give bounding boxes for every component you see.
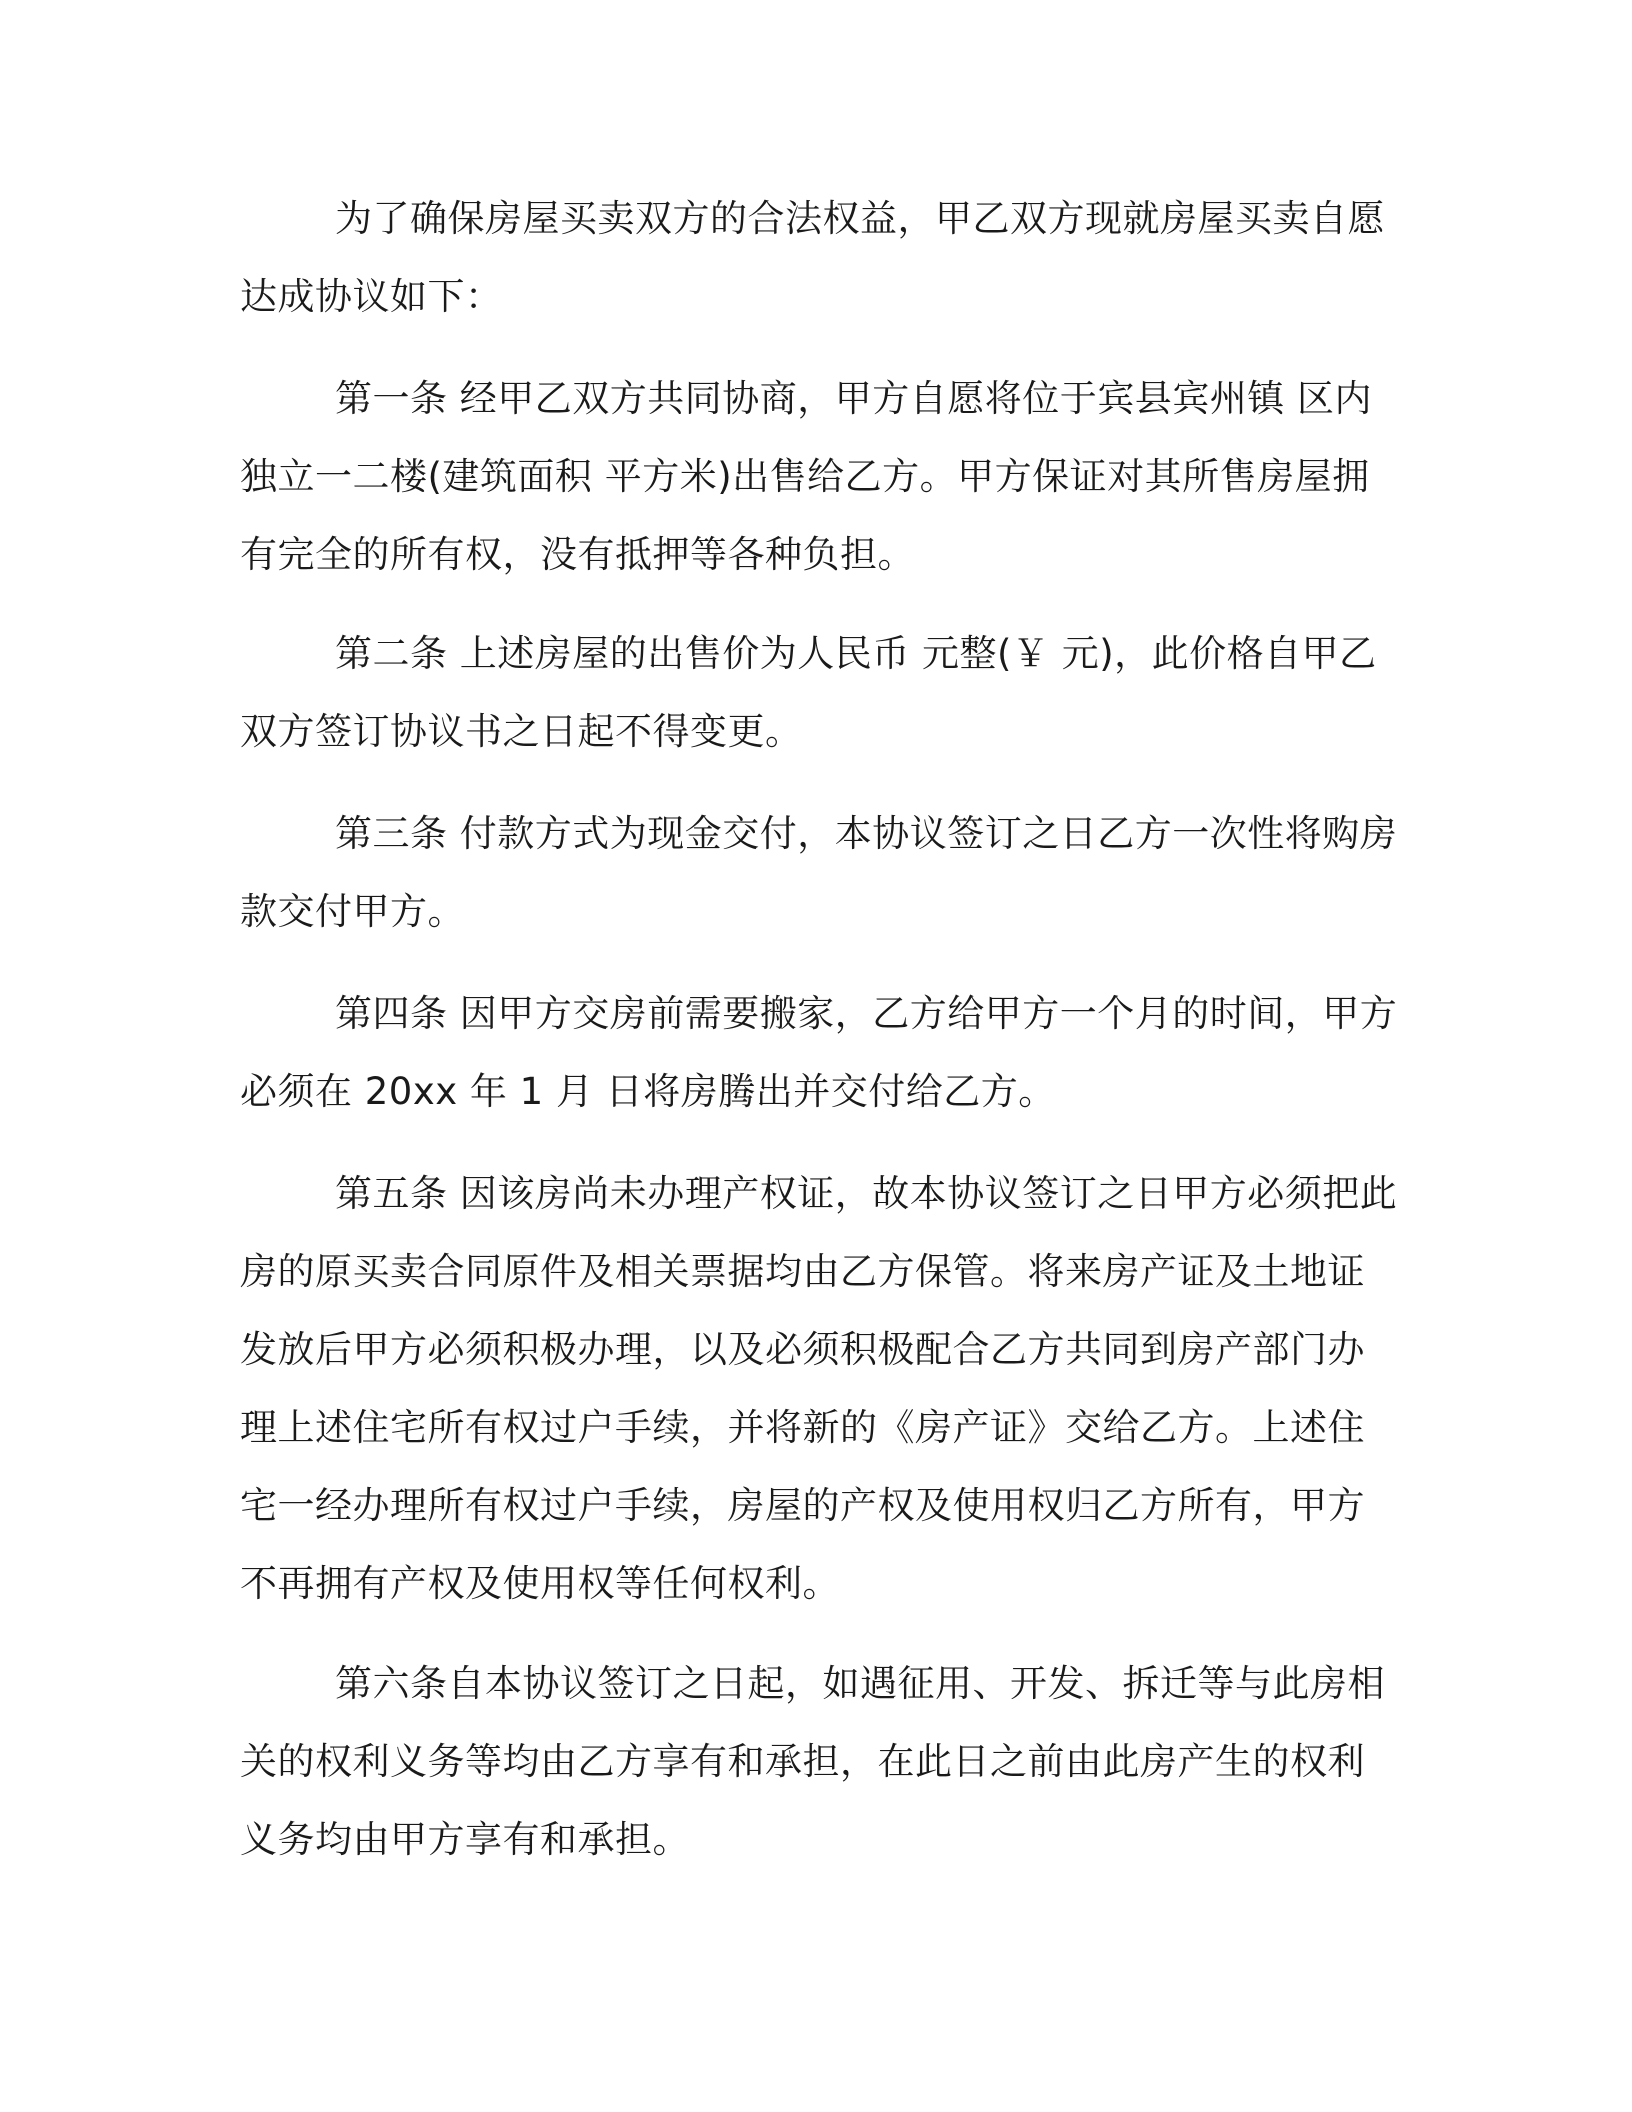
paragraph-line: 有完全的所有权，没有抵押等各种负担。: [240, 533, 915, 576]
article-4-paragraph: [240, 975, 1398, 1131]
paragraph-line: 必须在 20xx 年 1 月 日将房腾出并交付给乙方。: [240, 1070, 1056, 1113]
paragraph-line: 为了确保房屋买卖双方的合法权益，甲乙双方现就房屋买卖自愿: [335, 197, 1385, 240]
paragraph-line: 第二条 上述房屋的出售价为人民币 元整(￥ 元)，此价格自甲乙: [335, 632, 1377, 675]
paragraph-line: 双方签订协议书之日起不得变更。: [240, 710, 803, 753]
paragraph-line: 关的权利义务等均由乙方享有和承担，在此日之前由此房产生的权利: [240, 1740, 1365, 1783]
paragraph-line: 第一条 经甲乙双方共同协商，甲方自愿将位于宾县宾州镇 区内: [335, 377, 1373, 420]
article-2-paragraph: [240, 615, 1390, 771]
paragraph-line: 宅一经办理所有权过户手续，房屋的产权及使用权归乙方所有，甲方: [240, 1484, 1365, 1527]
paragraph-line: 房的原买卖合同原件及相关票据均由乙方保管。将来房产证及土地证: [240, 1250, 1365, 1293]
paragraph-line: 第四条 因甲方交房前需要搬家，乙方给甲方一个月的时间，甲方: [335, 992, 1398, 1035]
article-6-paragraph: [240, 1645, 1390, 1879]
paragraph-line: 达成协议如下：: [240, 275, 503, 318]
paragraph-line: 第三条 付款方式为现金交付，本协议签订之日乙方一次性将购房: [335, 812, 1398, 855]
paragraph-line: 发放后甲方必须积极办理，以及必须积极配合乙方共同到房产部门办: [240, 1328, 1365, 1371]
article-5-paragraph: [240, 1155, 1398, 1623]
paragraph-line: 款交付甲方。: [240, 890, 465, 933]
intro-paragraph: [240, 180, 1390, 336]
article-3-paragraph: [240, 795, 1398, 951]
paragraph-line: 理上述住宅所有权过户手续，并将新的《房产证》交给乙方。上述住: [240, 1406, 1365, 1449]
paragraph-line: 第六条自本协议签订之日起，如遇征用、开发、拆迁等与此房相: [335, 1662, 1385, 1705]
article-1-paragraph: [240, 360, 1390, 594]
paragraph-line: 独立一二楼(建筑面积 平方米)出售给乙方。甲方保证对其所售房屋拥: [240, 455, 1370, 498]
paragraph-line: 不再拥有产权及使用权等任何权利。: [240, 1562, 840, 1605]
paragraph-line: 第五条 因该房尚未办理产权证，故本协议签订之日甲方必须把此: [335, 1172, 1398, 1215]
paragraph-line: 义务均由甲方享有和承担。: [240, 1818, 690, 1861]
